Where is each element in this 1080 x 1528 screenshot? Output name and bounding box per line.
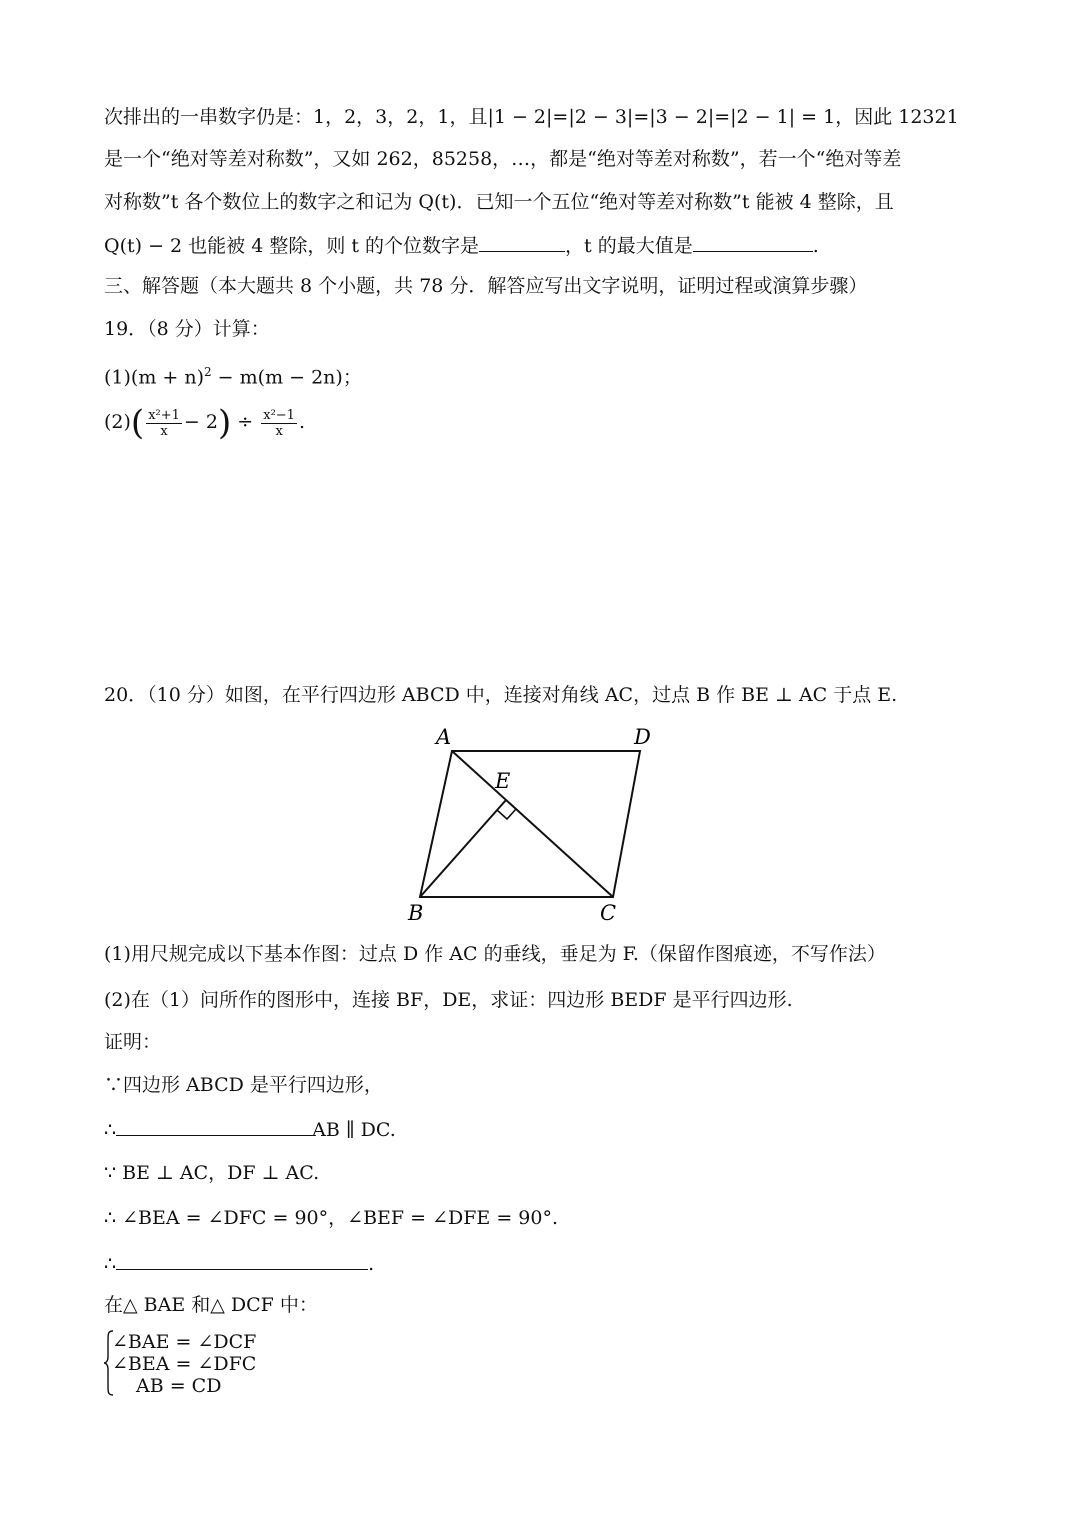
fraction-1-denominator: x <box>160 423 168 439</box>
q19-part2-end: . <box>298 411 306 433</box>
condition-1: ∠BAE = ∠DCF <box>112 1331 257 1353</box>
q19-part2 <box>104 400 984 444</box>
intro-line-4-text-c: . <box>812 235 819 257</box>
intro-line-2: 是一个“绝对等差对称数”，又如 262，85258，…，都是“绝对等差对称数”，若一个“绝对等差 <box>104 148 902 170</box>
right-paren: ) <box>217 403 232 443</box>
fraction-2 <box>261 408 297 439</box>
fraction-2-denominator: x <box>275 423 283 439</box>
answer-blank-units-digit[interactable] <box>479 231 565 252</box>
q19-part1-rest: − m(m − 2n)； <box>211 366 362 389</box>
proof-step-2 <box>104 1115 984 1143</box>
proof-blank-2[interactable] <box>116 1249 368 1270</box>
therefore-symbol: ∴ <box>104 1119 117 1141</box>
proof-label: 证明： <box>104 1031 162 1053</box>
q19-title: 19．（8 分）计算： <box>104 318 270 340</box>
label-c: C <box>600 901 617 925</box>
label-e: E <box>495 769 511 793</box>
section-heading: 三、解答题（本大题共 8 个小题，共 78 分．解答应写出文字说明，证明过程或演算步骤） <box>104 275 868 297</box>
therefore-symbol: ∴ <box>104 1253 117 1275</box>
answer-blank-max-value[interactable] <box>693 231 813 252</box>
fraction-2-numerator: x²−1 <box>263 407 295 423</box>
label-b: B <box>408 901 424 925</box>
label-a: A <box>436 725 452 749</box>
condition-3: AB = CD <box>136 1375 222 1397</box>
intro-line-4-text-a: Q(t) − 2 也能被 4 整除，则 t 的个位数字是 <box>104 235 480 257</box>
proof-step-2-text: AB ∥ DC. <box>312 1119 396 1141</box>
proof-step-5 <box>104 1249 984 1277</box>
q19-part2-label: (2) <box>104 411 131 433</box>
segment-be <box>420 800 506 897</box>
q20-part2: (2)在（1）问所作的图形中，连接 BF，DE，求证：四边形 BEDF 是平行四边形. <box>104 989 793 1011</box>
q20-part1: (1)用尺规完成以下基本作图：过点 D 作 AC 的垂线，垂足为 F.（保留作图痕迹，不写作法） <box>104 943 886 965</box>
proof-step-3: ∵ BE ⊥ AC，DF ⊥ AC. <box>104 1162 320 1184</box>
proof-step-1: ∵四边形 ABCD 是平行四边形， <box>104 1074 383 1096</box>
q19-part1-exponent: 2 <box>204 365 212 379</box>
parallelogram-figure <box>400 720 690 930</box>
left-paren: ( <box>130 403 145 443</box>
intro-line-1: 次排出的一串数字仍是：1，2，3，2，1，且|1 − 2|=|2 − 3|=|3 − 2|=|2 − 1| = 1，因此 12321 <box>104 106 959 128</box>
fraction-1-numerator: x²+1 <box>148 407 180 423</box>
intro-line-4-text-b: ，t 的最大值是 <box>565 235 693 257</box>
q19-part1-expr: (m + n) <box>130 366 204 389</box>
q19-part1 <box>104 359 984 390</box>
q20-title: 20．（10 分）如图，在平行四边形 ABCD 中，连接对角线 AC，过点 B 作 BE ⊥ AC 于点 E. <box>104 684 898 706</box>
intro-line-3: 对称数”t 各个数位上的数字之和记为 Q(t)．已知一个五位“绝对等差对称数”t 能被 4 整除，且 <box>104 191 894 213</box>
proof-step-5-end: . <box>368 1253 375 1275</box>
label-d: D <box>634 725 651 749</box>
proof-blank-1[interactable] <box>116 1115 312 1136</box>
fraction-1 <box>146 408 182 439</box>
diagonal-ac <box>452 751 613 897</box>
proof-step-6: 在△ BAE 和△ DCF 中： <box>104 1294 318 1316</box>
right-angle-mark <box>497 809 516 819</box>
condition-2: ∠BEA = ∠DFC <box>112 1353 257 1375</box>
parallelogram-abcd <box>420 751 640 897</box>
division-sign: ÷ <box>237 411 254 433</box>
proof-step-4: ∴ ∠BEA = ∠DFC = 90°，∠BEF = ∠DFE = 90°. <box>104 1207 559 1229</box>
q19-part2-minus: − 2 <box>183 411 218 433</box>
q19-part1-label: (1) <box>104 366 131 389</box>
intro-line-4 <box>104 231 984 259</box>
